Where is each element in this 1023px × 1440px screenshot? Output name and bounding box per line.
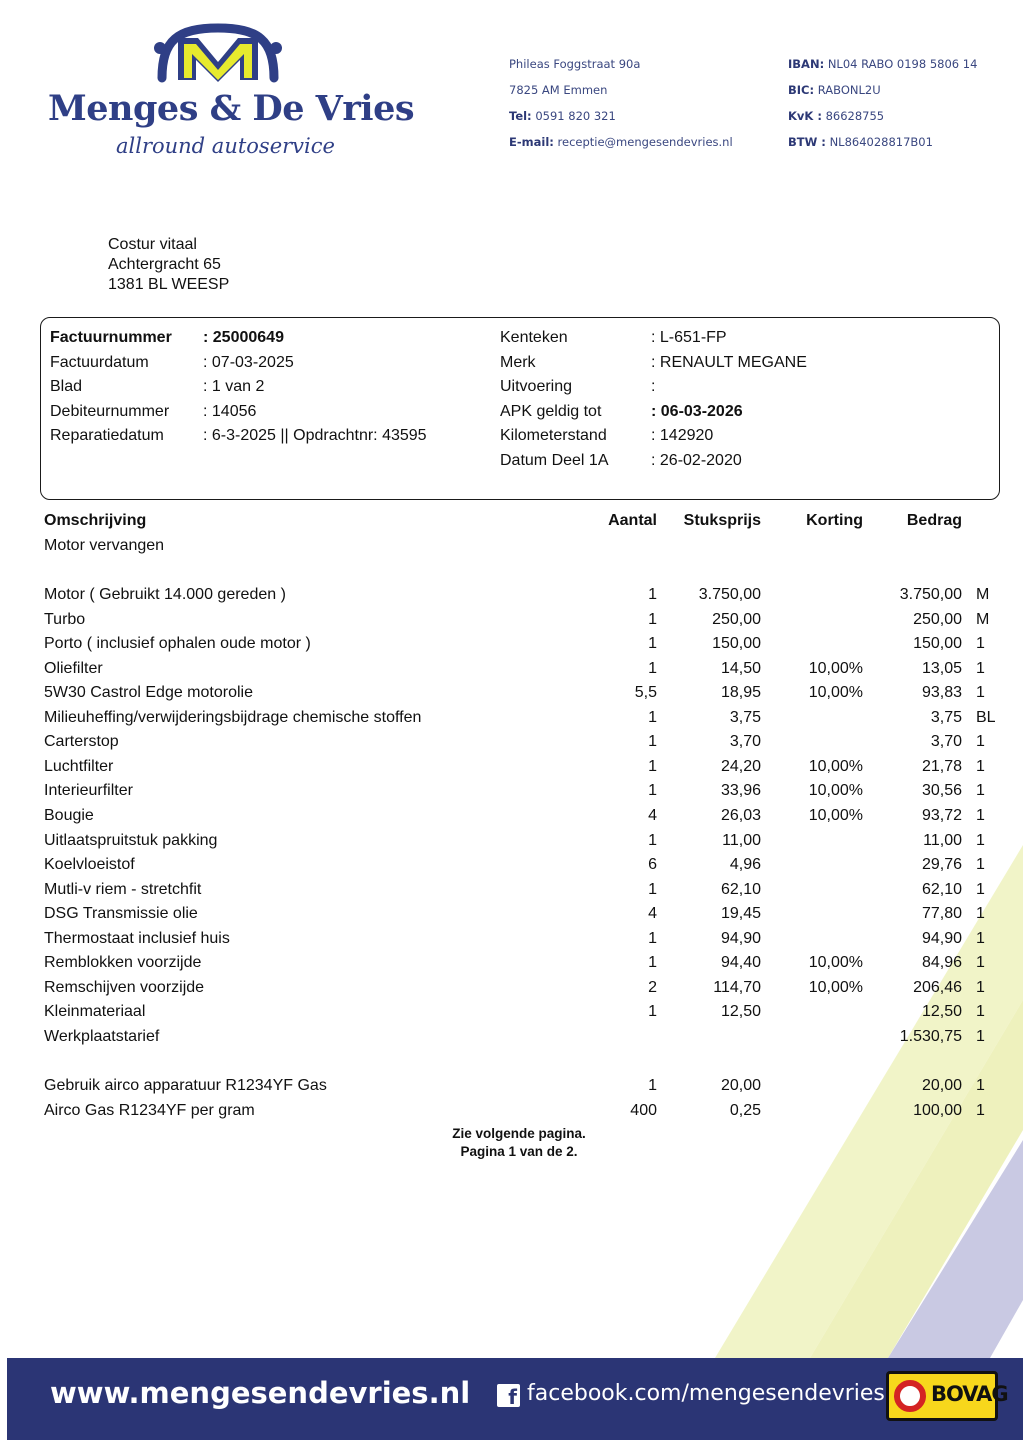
- email-value: receptie@mengesendevries.nl: [557, 135, 733, 149]
- recipient-city: 1381 BL WEESP: [108, 276, 230, 293]
- line-description: Milieuheffing/verwijderingsbijdrage chemische stoffen: [44, 708, 422, 726]
- company-name: Menges & De Vries: [48, 88, 415, 129]
- line-qty: 1: [648, 635, 657, 653]
- line-unit-price: 14,50: [720, 659, 761, 677]
- line-vat-code: 1: [976, 831, 985, 849]
- line-discount: 10,00%: [808, 806, 863, 824]
- apk-value: : 06-03-2026: [651, 403, 743, 420]
- line-description: Gebruik airco apparatuur R1234YF Gas: [44, 1077, 327, 1094]
- line-qty: 1: [648, 708, 657, 726]
- line-vat-code: BL: [976, 708, 996, 726]
- company-iban: [788, 57, 977, 71]
- line-vat-code: 1: [976, 880, 985, 898]
- line-description: Motor ( Gebruikt 14.000 gereden ): [44, 586, 286, 603]
- line-unit-price: 250,00: [712, 610, 761, 628]
- line-qty: 1: [648, 782, 657, 800]
- line-amount: 77,80: [921, 905, 962, 923]
- line-unit-price: 62,10: [720, 880, 761, 898]
- line-description: 5W30 Castrol Edge motorolie: [44, 684, 253, 702]
- line-description: Interieurfilter: [44, 782, 133, 800]
- line-unit-price: 3,70: [729, 733, 761, 751]
- line-qty: 1: [648, 733, 657, 751]
- line-unit-price: 94,90: [720, 929, 761, 947]
- line-qty: 1: [648, 610, 657, 628]
- line-qty: 1: [648, 586, 657, 603]
- bovag-badge: [886, 1371, 1008, 1421]
- line-vat-code: 1: [976, 905, 985, 923]
- line-amount: 30,56: [921, 782, 962, 800]
- line-discount: 10,00%: [808, 978, 863, 996]
- line-vat-code: 1: [976, 1101, 985, 1119]
- line-description: Werkplaatstarief: [44, 1027, 160, 1045]
- line-vat-code: 1: [976, 635, 985, 653]
- recipient-name: Costur vitaal: [108, 236, 197, 253]
- line-description: Uitlaatspruitstuk pakking: [44, 831, 218, 849]
- line-vat-code: 1: [976, 806, 985, 824]
- line-unit-price: 12,50: [720, 1003, 761, 1021]
- line-vat-code: M: [976, 610, 990, 628]
- line-unit-price: 20,00: [720, 1077, 761, 1094]
- line-amount: 150,00: [913, 635, 962, 653]
- apk-label: APK geldig tot: [500, 403, 602, 420]
- bovag-label: BOVAG: [931, 1382, 1008, 1406]
- line-amount: 20,00: [921, 1077, 962, 1094]
- section-title: Motor vervangen: [44, 537, 165, 554]
- line-vat-code: 1: [976, 929, 985, 947]
- line-vat-code: 1: [976, 954, 985, 972]
- line-qty: 2: [648, 978, 657, 996]
- kvk-label: KvK :: [788, 109, 822, 123]
- line-description: Mutli-v riem - stretchfit: [44, 880, 202, 898]
- line-discount: 10,00%: [808, 782, 863, 800]
- part1a-date-value: : 26-02-2020: [651, 452, 742, 469]
- mileage-value: : 142920: [651, 427, 714, 444]
- company-email: [509, 135, 733, 149]
- line-qty: 6: [648, 856, 657, 874]
- line-unit-price: 94,40: [720, 954, 761, 972]
- company-address-line1: Phileas Foggstraat 90a: [509, 57, 641, 71]
- line-vat-code: 1: [976, 684, 985, 702]
- line-discount: 10,00%: [808, 757, 863, 775]
- line-qty: 1: [648, 757, 657, 775]
- line-qty: 1: [648, 831, 657, 849]
- line-amount: 3,70: [930, 733, 962, 751]
- footer-website-link[interactable]: www.mengesendevries.nl: [50, 1376, 471, 1410]
- company-kvk: [788, 109, 884, 123]
- recipient-street: Achtergracht 65: [108, 256, 221, 273]
- company-tel: [509, 109, 616, 123]
- company-logo-icon: [148, 22, 288, 84]
- line-description: Remschijven voorzijde: [44, 978, 205, 996]
- iban-label: IBAN:: [788, 57, 825, 71]
- header-description: Omschrijving: [44, 512, 147, 529]
- company-tagline: allround autoservice: [116, 134, 335, 158]
- line-amount: 93,83: [921, 684, 962, 702]
- header-qty: Aantal: [608, 512, 657, 529]
- line-qty: 1: [648, 659, 657, 677]
- line-qty: 1: [648, 1003, 657, 1021]
- line-unit-price: 18,95: [720, 684, 761, 702]
- next-page-note: Zie volgende pagina.: [452, 1126, 586, 1141]
- line-qty: 1: [648, 954, 657, 972]
- line-qty: 1: [648, 880, 657, 898]
- line-qty: 5,5: [634, 684, 657, 702]
- line-discount: 10,00%: [808, 684, 863, 702]
- bovag-ring-icon: [894, 1380, 926, 1412]
- iban-value: NL04 RABO 0198 5806 14: [827, 57, 978, 71]
- invoice-date-label: Factuurdatum: [50, 354, 149, 371]
- line-description: Bougie: [44, 806, 94, 824]
- plate-value: : L-651-FP: [651, 329, 727, 346]
- line-unit-price: 19,45: [720, 905, 761, 923]
- line-amount: 206,46: [913, 978, 962, 996]
- line-amount: 93,72: [921, 806, 962, 824]
- repair-date-label: Reparatiedatum: [50, 427, 164, 444]
- line-unit-price: 114,70: [713, 978, 761, 996]
- line-amount: 11,00: [923, 831, 962, 849]
- line-qty: 4: [648, 806, 657, 824]
- line-qty: 4: [648, 905, 657, 923]
- line-unit-price: 11,00: [722, 831, 761, 849]
- debtor-number-value: : 14056: [203, 403, 257, 420]
- line-unit-price: 150,00: [712, 635, 761, 653]
- line-vat-code: 1: [976, 757, 985, 775]
- email-label: E-mail:: [509, 135, 554, 149]
- company-btw: [788, 135, 933, 149]
- line-vat-code: 1: [976, 1027, 985, 1045]
- line-amount: 3.750,00: [899, 586, 962, 603]
- company-address-line2: 7825 AM Emmen: [509, 83, 608, 97]
- line-amount: 13,05: [921, 659, 962, 677]
- footer-facebook-link[interactable]: facebook.com/mengesendevries: [527, 1381, 885, 1406]
- line-vat-code: 1: [976, 856, 985, 874]
- bic-value: RABONL2U: [817, 83, 881, 97]
- kvk-value: 86628755: [825, 109, 885, 123]
- line-description: Remblokken voorzijde: [44, 954, 202, 972]
- line-vat-code: 1: [976, 659, 985, 677]
- debtor-number-label: Debiteurnummer: [50, 403, 170, 420]
- line-description: Luchtfilter: [44, 757, 114, 775]
- line-amount: 12,50: [921, 1003, 962, 1021]
- line-description: Kleinmateriaal: [44, 1003, 146, 1021]
- line-amount: 29,76: [921, 856, 962, 874]
- header-amount: Bedrag: [906, 512, 962, 529]
- mileage-label: Kilometerstand: [500, 427, 607, 444]
- line-discount: 10,00%: [808, 954, 863, 972]
- line-qty: 1: [648, 1077, 657, 1094]
- bic-label: BIC:: [788, 83, 815, 97]
- line-unit-price: 4,96: [729, 856, 761, 874]
- brand-label: Merk: [500, 354, 536, 371]
- header-unit-price: Stuksprijs: [683, 512, 761, 529]
- version-value: :: [651, 378, 656, 395]
- line-amount: 100,00: [913, 1101, 962, 1119]
- line-description: Turbo: [44, 610, 86, 628]
- line-vat-code: 1: [976, 1003, 985, 1021]
- line-amount: 1.530,75: [899, 1027, 962, 1045]
- line-discount: 10,00%: [808, 659, 863, 677]
- invoice-number-label: Factuurnummer: [50, 329, 172, 346]
- facebook-icon: f: [497, 1384, 520, 1407]
- line-description: Porto ( inclusief ophalen oude motor ): [44, 635, 311, 653]
- line-amount: 250,00: [913, 610, 962, 628]
- header-discount: Korting: [806, 512, 863, 529]
- line-description: DSG Transmissie olie: [44, 905, 198, 923]
- line-vat-code: 1: [976, 782, 985, 800]
- line-unit-price: 33,96: [720, 782, 761, 800]
- plate-label: Kenteken: [500, 329, 568, 346]
- line-qty: 400: [630, 1101, 657, 1119]
- line-unit-price: 3.750,00: [698, 586, 761, 603]
- line-description: Carterstop: [44, 733, 119, 751]
- line-vat-code: M: [976, 586, 990, 603]
- version-label: Uitvoering: [500, 378, 573, 395]
- line-unit-price: 26,03: [720, 806, 761, 824]
- line-description: Oliefilter: [44, 659, 103, 677]
- invoice-page-label: Blad: [50, 378, 83, 395]
- line-unit-price: 24,20: [720, 757, 761, 775]
- company-bic: [788, 83, 881, 97]
- btw-label: BTW :: [788, 135, 826, 149]
- line-amount: 62,10: [921, 880, 962, 898]
- line-amount: 3,75: [930, 708, 962, 726]
- line-amount: 21,78: [921, 757, 962, 775]
- repair-date-value: : 6-3-2025 || Opdrachtnr: 43595: [203, 427, 427, 444]
- line-unit-price: 3,75: [729, 708, 761, 726]
- line-amount: 94,90: [921, 929, 962, 947]
- line-description: Thermostaat inclusief huis: [44, 929, 230, 947]
- invoice-date-value: : 07-03-2025: [203, 354, 294, 371]
- invoice-page-value: : 1 van 2: [203, 378, 265, 395]
- tel-label: Tel:: [509, 109, 532, 123]
- line-vat-code: 1: [976, 733, 985, 751]
- invoice-number-value: : 25000649: [203, 329, 284, 346]
- line-description: Airco Gas R1234YF per gram: [44, 1101, 255, 1119]
- part1a-date-label: Datum Deel 1A: [500, 452, 609, 469]
- line-vat-code: 1: [976, 1077, 985, 1094]
- tel-value: 0591 820 321: [535, 109, 616, 123]
- btw-value: NL864028817B01: [829, 135, 933, 149]
- line-vat-code: 1: [976, 978, 985, 996]
- brand-value: : RENAULT MEGANE: [651, 354, 807, 371]
- line-description: Koelvloeistof: [44, 856, 135, 874]
- page-count-note: Pagina 1 van de 2.: [460, 1144, 578, 1159]
- line-unit-price: 0,25: [729, 1101, 761, 1119]
- line-qty: 1: [648, 929, 657, 947]
- line-amount: 84,96: [921, 954, 962, 972]
